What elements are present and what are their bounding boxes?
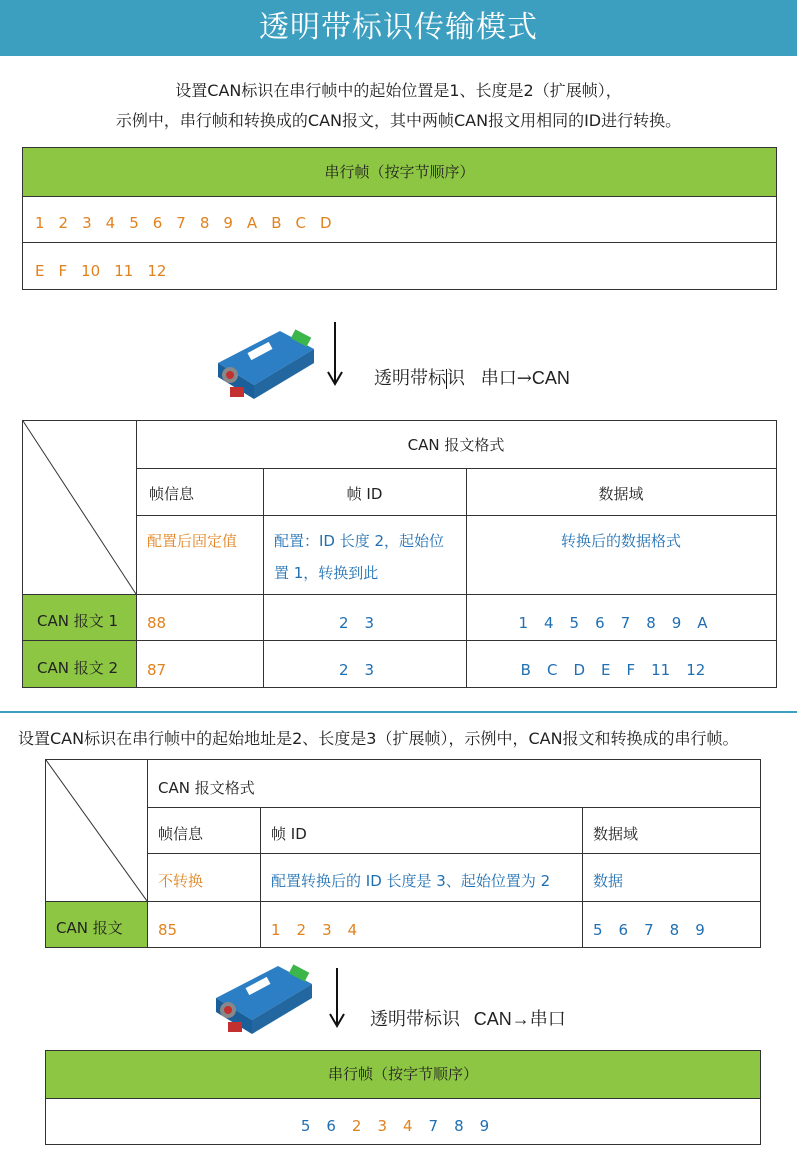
can-msg1-data-byte: 7 bbox=[620, 614, 631, 632]
diagonal-corner-2 bbox=[46, 760, 147, 901]
mode-label-2: 透明带标识 CAN→串口 bbox=[370, 1009, 566, 1030]
serial-row-result-byte: 2 bbox=[351, 1117, 362, 1135]
can-converter-device-image-2 bbox=[206, 960, 318, 1040]
serial-row-2-byte: 10 bbox=[81, 262, 101, 280]
col-data-field-2: 数据域 bbox=[593, 825, 639, 843]
section-divider bbox=[0, 711, 797, 713]
serial-row-result-byte: 7 bbox=[428, 1117, 439, 1135]
can-msg2-data-byte: C bbox=[546, 661, 558, 679]
desc-frame-info: 配置后固定值 bbox=[147, 532, 238, 550]
can-format-title-2: CAN 报文格式 bbox=[158, 779, 255, 797]
col-frame-id: 帧 ID bbox=[346, 485, 383, 503]
can-format-title: CAN 报文格式 bbox=[407, 436, 505, 454]
desc-frame-info-2: 不转换 bbox=[158, 872, 204, 890]
col-frame-info-2: 帧信息 bbox=[158, 825, 204, 843]
serial-row-1-byte: 4 bbox=[105, 214, 116, 232]
can-msg1-id-byte: 2 bbox=[338, 614, 349, 632]
can-msg-id-byte: 3 bbox=[322, 921, 332, 939]
serial-row-result-byte: 4 bbox=[403, 1117, 413, 1135]
col-frame-id-2: 帧 ID bbox=[271, 825, 307, 843]
serial-row-1-byte: 2 bbox=[58, 214, 69, 232]
can-msg2-id-byte: 2 bbox=[338, 661, 349, 679]
can-msg1-data-byte: 6 bbox=[595, 614, 605, 632]
serial-row-result-byte: 9 bbox=[479, 1117, 490, 1135]
serial-row-1-byte: A bbox=[246, 214, 258, 232]
can-msg1-data-byte: 5 bbox=[569, 614, 580, 632]
section1-intro-line2: 示例中，串行帧和转换成的CAN报文，其中两帧CAN报文用相同的ID进行转换。 bbox=[115, 111, 682, 130]
can-msg-id bbox=[271, 920, 373, 940]
serial-row-result-byte: 6 bbox=[326, 1117, 336, 1135]
serial-row-1-byte: 3 bbox=[82, 214, 92, 232]
serial-row-1-byte: 5 bbox=[129, 214, 139, 232]
can-msg-id-byte: 4 bbox=[347, 921, 358, 939]
can-msg2-id bbox=[263, 660, 466, 680]
section2-intro: 设置CAN标识在串行帧中的起始地址是2、长度是3（扩展帧），示例中，CAN报文和转换成的串行帧。 bbox=[18, 729, 739, 748]
serial-row-1-byte: 9 bbox=[223, 214, 233, 232]
can-msg1-label: CAN 报文 1 bbox=[37, 612, 119, 630]
can-msg2-data-byte: E bbox=[601, 661, 611, 679]
serial-frame-header-2 bbox=[46, 1051, 760, 1099]
diagonal-corner bbox=[23, 421, 136, 594]
can-msg-label: CAN 报文 bbox=[56, 919, 123, 937]
serial-row-result-byte: 8 bbox=[454, 1117, 464, 1135]
can-msg2-data-byte: B bbox=[520, 661, 531, 679]
can-converter-device-image bbox=[208, 325, 320, 405]
serial-frame-header-label: 串行帧（按字节顺序） bbox=[324, 163, 475, 181]
can-msg1-data-byte: 8 bbox=[646, 614, 656, 632]
serial-row-2-byte: 11 bbox=[114, 262, 134, 280]
can-msg1-id bbox=[263, 613, 466, 633]
can-msg2-id-byte: 3 bbox=[364, 661, 375, 679]
serial-row-result-byte: 5 bbox=[300, 1117, 311, 1135]
serial-row-2-byte: F bbox=[58, 262, 68, 280]
can-msg-data-byte: 7 bbox=[644, 921, 654, 939]
serial-row-result-byte: 3 bbox=[377, 1117, 387, 1135]
serial-row-result bbox=[46, 1117, 760, 1135]
can-msg-id-byte: 1 bbox=[271, 921, 281, 939]
down-arrow-icon-2 bbox=[326, 966, 348, 1030]
serial-row-1 bbox=[35, 214, 346, 232]
serial-row-1-byte: B bbox=[271, 214, 282, 232]
serial-frame-table-1 bbox=[22, 147, 777, 290]
serial-row-1-byte: D bbox=[319, 214, 332, 232]
can-msg-info: 85 bbox=[158, 921, 178, 939]
serial-row-2-byte: 12 bbox=[147, 262, 167, 280]
can-message-table-1 bbox=[22, 420, 777, 688]
serial-row-1-byte: 7 bbox=[176, 214, 186, 232]
down-arrow-icon bbox=[324, 320, 346, 388]
can-msg-data-byte: 5 bbox=[593, 921, 603, 939]
col-data-field: 数据域 bbox=[598, 485, 644, 503]
can-msg2-info: 87 bbox=[147, 661, 167, 679]
desc-frame-id-2: 配置转换后的 ID 长度是 3、起始位置为 2 bbox=[271, 872, 551, 890]
serial-row-1-byte: 8 bbox=[199, 214, 210, 232]
serial-row-1-byte: 1 bbox=[35, 214, 45, 232]
can-msg-data-byte: 8 bbox=[669, 921, 680, 939]
desc-data-2: 数据 bbox=[593, 872, 624, 890]
serial-frame-header bbox=[23, 148, 776, 197]
can-msg-data-byte: 6 bbox=[618, 921, 629, 939]
can-msg2-data-byte: 12 bbox=[686, 661, 706, 679]
serial-frame-header-label-2: 串行帧（按字节顺序） bbox=[327, 1065, 478, 1083]
can-msg-data bbox=[593, 920, 721, 940]
serial-row-2 bbox=[35, 262, 180, 280]
serial-frame-table-2 bbox=[45, 1050, 761, 1145]
can-msg2-data bbox=[466, 660, 776, 680]
can-msg-id-byte: 2 bbox=[296, 921, 307, 939]
mode-label-1: 透明带标识 串口→CAN bbox=[374, 368, 570, 389]
serial-row-1-byte: 6 bbox=[152, 214, 163, 232]
can-msg1-data-byte: 4 bbox=[544, 614, 554, 632]
col-frame-info: 帧信息 bbox=[149, 485, 195, 503]
can-msg1-data-byte: 1 bbox=[518, 614, 528, 632]
can-msg2-data-byte: D bbox=[573, 661, 586, 679]
serial-row-1-byte: C bbox=[295, 214, 306, 232]
can-msg1-data-byte: A bbox=[697, 614, 708, 632]
can-msg2-label: CAN 报文 2 bbox=[37, 659, 119, 677]
desc-frame-id-line1: 配置：ID 长度 2，起始位 bbox=[274, 532, 445, 550]
can-msg1-data bbox=[466, 613, 776, 633]
page-banner: 透明带标识传输模式 bbox=[0, 0, 797, 56]
section1-intro-line1: 设置CAN标识在串行帧中的起始位置是1、长度是2（扩展帧）， bbox=[175, 81, 622, 100]
can-msg-data-byte: 9 bbox=[695, 921, 705, 939]
can-msg2-data-byte: 11 bbox=[651, 661, 671, 679]
can-msg1-id-byte: 3 bbox=[364, 614, 375, 632]
can-msg1-info: 88 bbox=[147, 614, 167, 632]
serial-row-2-byte: E bbox=[35, 262, 45, 280]
can-msg1-data-byte: 9 bbox=[671, 614, 682, 632]
can-message-table-2 bbox=[45, 759, 761, 948]
can-msg2-data-byte: F bbox=[626, 661, 636, 679]
desc-frame-id-line2: 置 1，转换到此 bbox=[274, 564, 379, 582]
desc-data: 转换后的数据格式 bbox=[560, 532, 681, 550]
